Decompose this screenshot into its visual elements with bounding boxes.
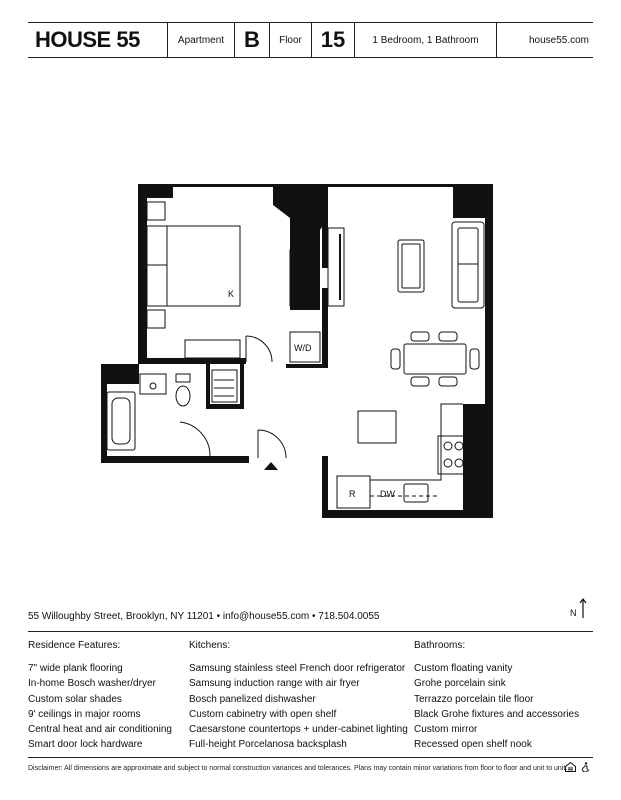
bath-sink xyxy=(140,374,166,394)
kitchens-heading: Kitchens: xyxy=(189,640,231,651)
list-item: Terrazzo porcelain tile floor xyxy=(414,693,534,705)
bath-west-wall xyxy=(101,364,107,462)
divider-bottom xyxy=(28,757,593,758)
list-item: Caesarstone countertops + under-cabinet lighting xyxy=(189,724,408,736)
list-item: Custom floating vanity xyxy=(414,663,513,674)
bathroom-features xyxy=(414,640,579,753)
unit-type: 1 Bedroom, 1 Bathroom xyxy=(355,23,497,57)
kitchen-features xyxy=(189,640,408,753)
bedroom-west-wall xyxy=(138,186,147,364)
list-item: In-home Bosch washer/dryer xyxy=(28,678,156,690)
dining-table xyxy=(404,344,466,374)
north-indicator xyxy=(570,598,587,618)
list-item: Custom solar shades xyxy=(28,693,122,705)
bed xyxy=(147,226,240,306)
north-label: N xyxy=(570,608,577,618)
center-column xyxy=(273,186,328,310)
list-item: Recessed open shelf nook xyxy=(414,739,532,751)
bath-south-wall xyxy=(101,456,249,463)
list-item: Central heat and air conditioning xyxy=(28,724,172,736)
list-item: Custom mirror xyxy=(414,724,478,736)
residence-heading: Residence Features: xyxy=(28,640,121,651)
kitchen-south-wall xyxy=(322,510,470,518)
list-item: Grohe porcelain sink xyxy=(414,678,506,690)
kitchen-east-wall xyxy=(463,404,493,518)
divider-top xyxy=(28,631,593,632)
refrigerator-label: R xyxy=(349,489,356,499)
kitchen-island xyxy=(358,411,396,443)
tv-console xyxy=(328,228,344,306)
list-item: Custom cabinetry with open shelf xyxy=(189,708,337,720)
compliance-icons xyxy=(565,762,591,772)
residence-features xyxy=(28,640,172,753)
accessibility-icon xyxy=(581,762,591,772)
floor-value: 15 xyxy=(312,23,355,57)
list-item: Black Grohe fixtures and accessories xyxy=(414,708,580,720)
brand-logo: HOUSE 55 xyxy=(28,23,168,57)
kitchen-sink xyxy=(404,484,428,502)
list-item: Smart door lock hardware xyxy=(28,739,143,751)
toilet-bowl xyxy=(176,386,190,406)
list-item: 9' ceilings in major rooms xyxy=(28,708,141,720)
dresser xyxy=(185,340,240,358)
list-item: Samsung induction range with air fryer xyxy=(189,678,360,690)
list-item: 7" wide plank flooring xyxy=(28,663,123,674)
washer-dryer-label: W/D xyxy=(294,343,312,353)
north-arrow-icon xyxy=(579,598,587,618)
living-east-wall xyxy=(485,186,493,411)
linen-closet xyxy=(212,370,237,402)
nightstand-bottom xyxy=(147,310,165,328)
list-item: Full-height Porcelanosa backsplash xyxy=(189,739,347,751)
bathtub xyxy=(107,392,135,450)
toilet-tank xyxy=(176,374,190,382)
entry-marker xyxy=(264,462,278,470)
website-link[interactable]: house55.com xyxy=(528,34,589,46)
floor-label: Floor xyxy=(270,23,312,57)
sofa xyxy=(452,222,484,308)
contact-line: 55 Willoughby Street, Brooklyn, NY 11201 • info@house55.com • 718.504.0055 xyxy=(28,611,380,622)
apartment-value: B xyxy=(235,23,270,57)
bed-label: K xyxy=(228,289,235,299)
bathrooms-heading: Bathrooms: xyxy=(414,640,466,651)
equal-housing-icon xyxy=(565,762,576,772)
list-item: Samsung stainless steel French door refrigerator xyxy=(189,663,406,674)
apartment-label: Apartment xyxy=(168,23,235,57)
list-item: Bosch panelized dishwasher xyxy=(189,693,316,705)
disclaimer-text: Disclaimer: All dimensions are approximate and subject to normal construction variances and tolerances. Plans may contain minor variations from floor to floor and unit to unit. xyxy=(28,765,568,772)
dishwasher-label: DW xyxy=(380,489,395,499)
range xyxy=(438,436,466,474)
nightstand-top xyxy=(147,202,165,220)
